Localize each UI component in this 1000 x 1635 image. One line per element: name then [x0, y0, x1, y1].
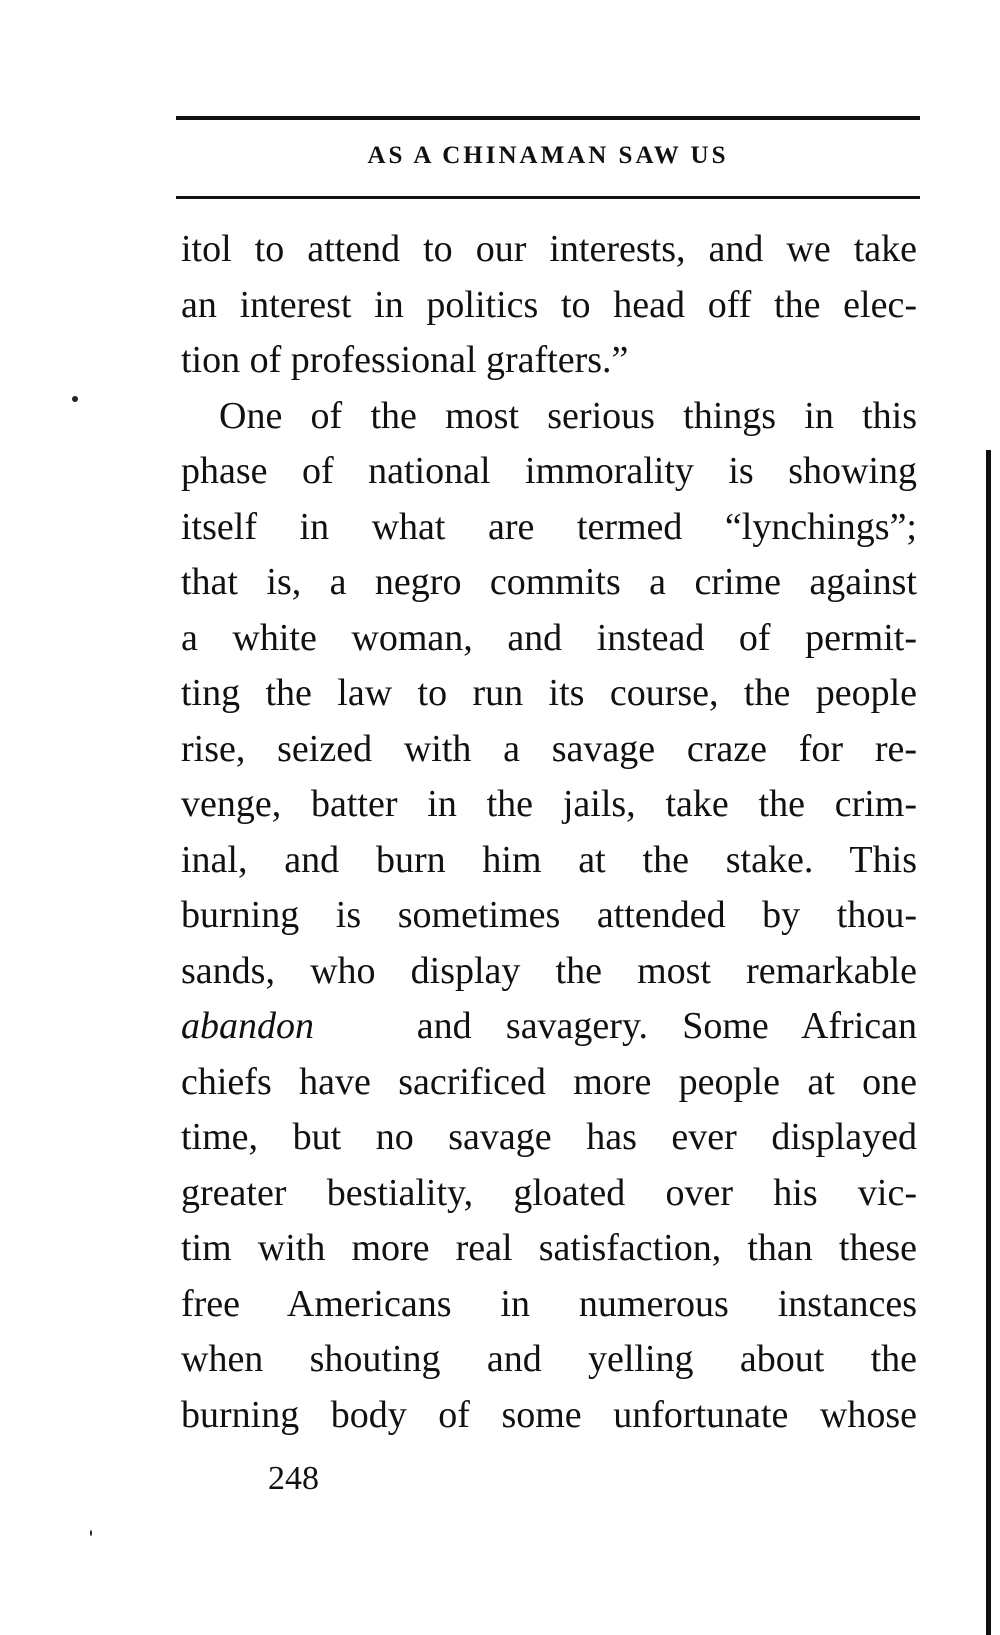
text-line: itself in what are termed “lynchings”; — [181, 505, 917, 548]
text-line-rest: and savagery. Some African — [416, 1005, 917, 1047]
text-line: ting the law to run its course, the people — [181, 672, 917, 714]
body-text — [181, 222, 917, 1443]
text-line: inal, and burn him at the stake. This — [181, 838, 917, 881]
text-line: One of the most serious things in this — [219, 394, 917, 437]
text-line: tim with more real satisfaction, than these — [181, 1227, 917, 1269]
text-line: free Americans in numerous instances — [181, 1282, 917, 1325]
text-line: sands, who display the most remarkable — [181, 949, 917, 992]
italic-word: abandon — [181, 1005, 314, 1047]
header-rule-bottom — [176, 196, 920, 199]
text-line: venge, batter in the jails, take the crim- — [181, 783, 917, 825]
text-line: an interest in politics to head off the elec- — [181, 283, 917, 326]
text-line: rise, seized with a savage craze for re- — [181, 727, 917, 770]
text-line: phase of national immorality is showing — [181, 450, 917, 492]
running-title: AS A CHINAMAN SAW US — [367, 142, 729, 169]
scan-speck — [90, 1530, 92, 1536]
scan-edge-shadow — [986, 450, 991, 1635]
text-line: that is, a negro commits a crime against — [181, 561, 917, 603]
text-line: greater bestiality, gloated over his vic- — [181, 1171, 917, 1214]
header-rule-top — [176, 116, 920, 120]
text-line-with-italic — [181, 999, 917, 1055]
text-line: burning body of some unfortunate whose — [181, 1393, 917, 1436]
text-line: chiefs have sacrificed more people at one — [181, 1060, 917, 1103]
scan-speck — [72, 396, 78, 402]
text-line: a white woman, and instead of permit- — [181, 616, 917, 659]
text-line: tion of professional grafters.” — [181, 339, 629, 381]
text-line: itol to attend to our interests, and we take — [181, 228, 917, 270]
text-line: when shouting and yelling about the — [181, 1338, 917, 1380]
text-line: burning is sometimes attended by thou- — [181, 894, 917, 936]
page-number: 248 — [268, 1460, 319, 1497]
text-line: time, but no savage has ever displayed — [181, 1116, 917, 1158]
